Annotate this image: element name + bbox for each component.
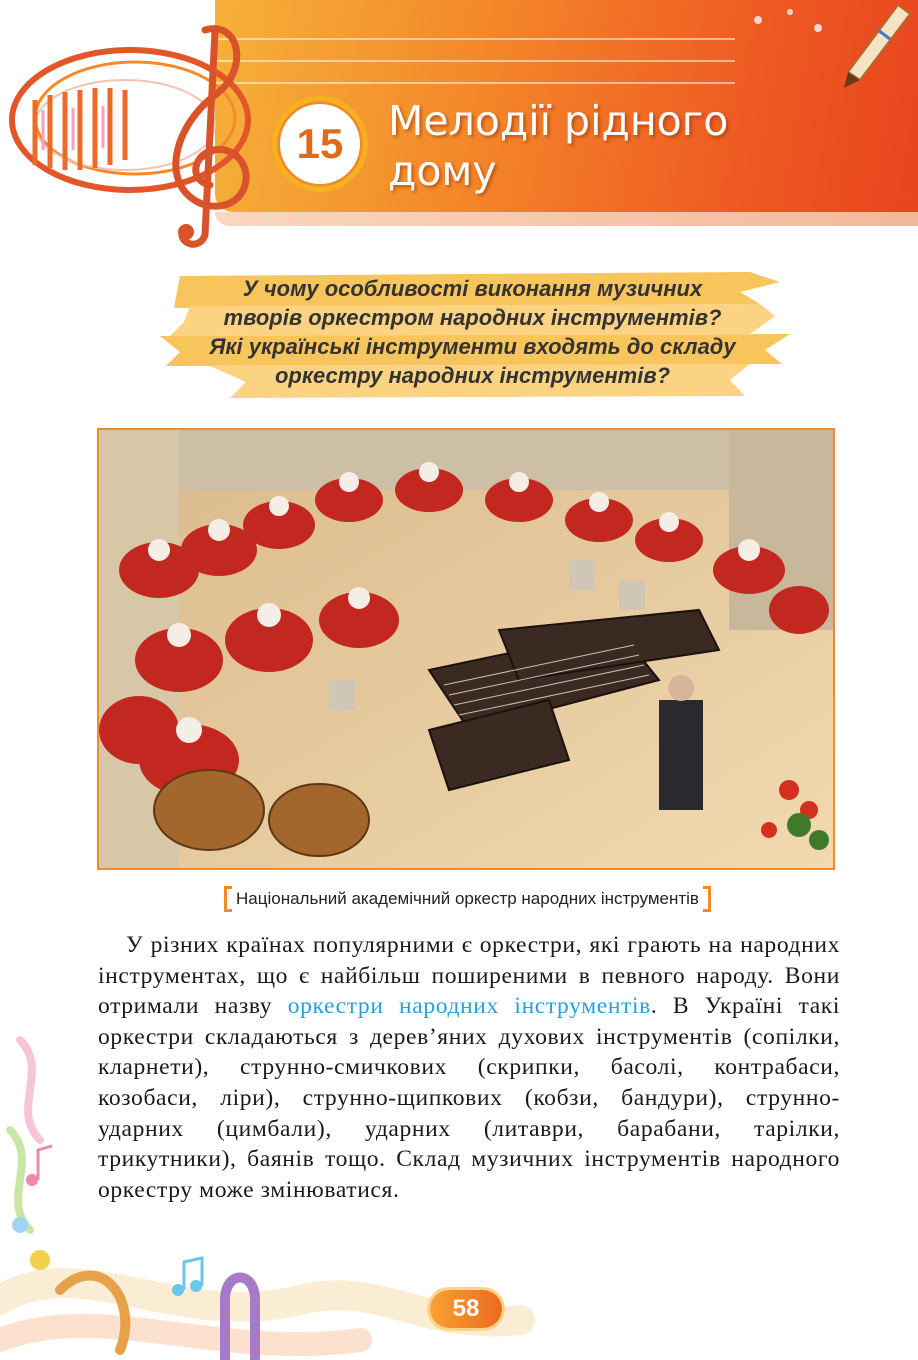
- caption-bracket: [703, 886, 711, 912]
- lesson-number: 15: [296, 120, 344, 167]
- caption-bracket: [224, 886, 232, 912]
- question-banner: [150, 270, 795, 402]
- highlighted-term: оркестри народних інструментів: [287, 993, 651, 1020]
- treble-clef-decoration: [0, 0, 300, 250]
- question-line: У чому особливості виконання музичних: [242, 276, 703, 301]
- page-number-badge: [430, 1290, 502, 1328]
- pencil-notes-decoration: [728, 0, 918, 90]
- caption-text: Національний академічний оркестр народних інструментів: [236, 889, 699, 908]
- question-line: Які українські інструменти входять до складу: [209, 334, 736, 359]
- paragraph-text: . В Україні такі оркестри складаються з дерев’яних духових інструментів (сопілки, кларнети), струнно-смичкових (скрипки, басолі, контрабаси, козобаси, ліри), струнно-щипкових (кобзи, бандури), струнно-ударних (цимбали), ударних (литаври, барабани, тарілки, трикутники), баянів тощо. Склад музичних інструментів народного оркестру може змінюватися.: [98, 993, 840, 1203]
- chapter-title-line: Мелодії рідного: [388, 97, 729, 145]
- lesson-questions: [150, 274, 795, 390]
- chapter-title-line: дому: [388, 147, 497, 195]
- photo-caption: [145, 884, 790, 914]
- orchestra-photo: [97, 428, 835, 870]
- question-line: оркестру народних інструментів?: [274, 363, 671, 388]
- orchestra-photo-image: [99, 430, 833, 868]
- lesson-number-badge: [272, 96, 368, 192]
- page-number: 58: [452, 1295, 480, 1322]
- question-line: творів оркестром народних інструментів?: [223, 305, 722, 330]
- paragraph-text: У різних країнах популярними є оркестри, які грають на народних інструментах, що є найбільш поширеними в певного народу. Вони отримали назву: [98, 932, 840, 1020]
- chapter-title: [388, 96, 808, 196]
